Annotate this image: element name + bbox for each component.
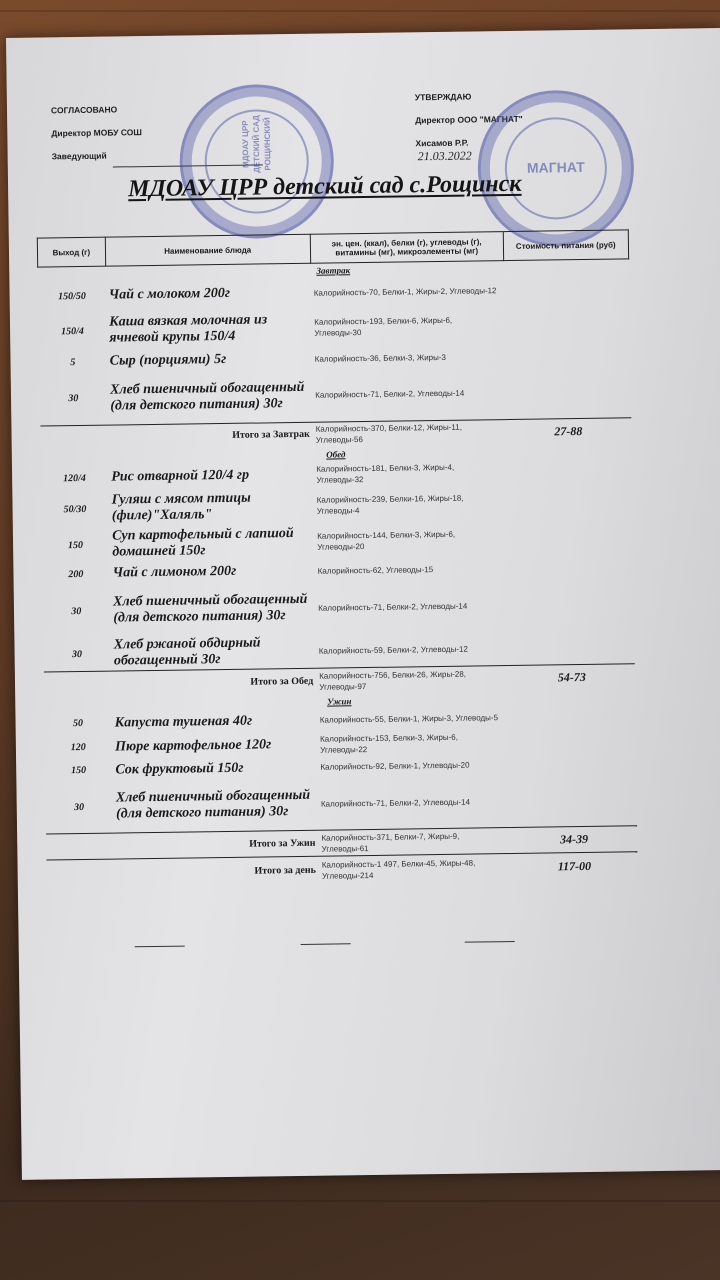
- dish-nutrition: Калорийность-92, Белки-1, Углеводы-20: [320, 760, 470, 772]
- approval-date: 21.03.2022: [417, 148, 472, 164]
- dish-output: 200: [68, 568, 84, 580]
- approved-head: Заведующий: [52, 142, 263, 168]
- dish-nutrition: Калорийность-36, Белки-3, Жиры-3: [314, 352, 447, 364]
- page-title: МДОАУ ЦРР детский сад с.Рощинск: [127, 170, 522, 203]
- dish-output: 120/4: [63, 472, 86, 484]
- dish-nutrition: Калорийность-59, Белки-2, Углеводы-12: [318, 644, 468, 656]
- confirm-signer: Хисамов Р.Р.: [415, 137, 469, 149]
- dish-name: Каша вязкая молочная из ячневой крупы 150/4: [109, 312, 268, 346]
- dish-name: Сок фруктовый 150г: [115, 760, 244, 778]
- dish-output: 50/30: [63, 503, 87, 515]
- dish-name: Капуста тушеная 40г: [114, 713, 253, 731]
- approved-director: Директор МОБУ СОШ: [51, 127, 142, 139]
- dish-nutrition: Калорийность-70, Белки-1, Жиры-2, Углеводы-12: [313, 285, 497, 298]
- total-cost: 34-39: [511, 826, 637, 854]
- total-nutrition: Калорийность-371, Белки-7, Жиры-9, Углеводы-61: [318, 828, 511, 857]
- dish-name: Гуляш с мясом птицы (филе)"Халяль": [111, 490, 251, 524]
- day-total-cost: 117-00: [512, 852, 638, 882]
- meal-name: Обед: [326, 449, 346, 460]
- total-label: Итого за Завтрак: [108, 422, 313, 451]
- dish-name: Пюре картофельное 120г: [114, 736, 272, 755]
- total-nutrition: Калорийность-756, Белки-26, Жиры-28, Углеводы-97: [316, 666, 509, 695]
- day-total-nutrition: Калорийность-1 497, Белки-45, Жиры-48, Углеводы-214: [319, 854, 512, 885]
- total-nutrition: Калорийность-370, Белки-12, Жиры-11, Углеводы-56: [313, 419, 506, 448]
- dish-name: Чай с молоком 200г: [108, 285, 231, 303]
- dish-name: Рис отварной 120/4 гр: [111, 467, 250, 485]
- wood-grain: [0, 1200, 720, 1202]
- meal-name: Завтрак: [316, 265, 351, 276]
- document-page: [6, 28, 720, 1180]
- dish-nutrition: Калорийность-62, Углеводы-15: [317, 564, 434, 576]
- dish-name: Хлеб пшеничный обогащенный (для детского питания) 30г: [115, 788, 311, 822]
- dish-name: Хлеб пшеничный обогащенный (для детского питания) 30г: [110, 379, 305, 414]
- dish-name: Хлеб ржаной обдирный обогащенный 30г: [113, 635, 261, 669]
- dish-nutrition: Калорийность-153, Белки-3, Жиры-6, Углеводы-22: [320, 732, 459, 755]
- menu-table: [37, 229, 638, 888]
- dish-nutrition: Калорийность-71, Белки-2, Углеводы-14: [315, 388, 465, 400]
- right-seal-text: МАГНАТ: [526, 158, 585, 176]
- dish-output: 30: [71, 605, 82, 617]
- left-seal-text: МДОАУ ЦРР ДЕТСКИЙ САД РОЩИНСКИЙ: [240, 115, 273, 173]
- header-output: Выход (г): [37, 237, 105, 267]
- wood-grain: [0, 10, 720, 12]
- signature-line: [301, 943, 351, 945]
- dish-nutrition: Калорийность-71, Белки-2, Углеводы-14: [320, 797, 471, 809]
- dish-output: 150: [67, 539, 84, 551]
- dish-output: 30: [71, 648, 83, 660]
- confirm-director: Директор ООО "МАГНАТ": [415, 113, 523, 126]
- dish-nutrition: Калорийность-71, Белки-2, Углеводы-14: [318, 601, 468, 613]
- total-cost: 27-88: [506, 417, 632, 445]
- header-cost: Стоимость питания (руб): [503, 230, 629, 261]
- table-row: [45, 774, 637, 834]
- dish-nutrition: Калорийность-193, Белки-6, Жиры-6, Углеводы-30: [314, 315, 453, 338]
- dish-name: Суп картофельный с лапшой домашней 150г: [112, 526, 294, 560]
- right-seal-stamp: [477, 89, 635, 247]
- total-cost: 54-73: [509, 664, 635, 692]
- signature-line: [465, 941, 515, 943]
- signature-line: [135, 946, 185, 948]
- dish-name: Сыр (порциями) 5г: [109, 351, 227, 369]
- dish-name: Чай с лимоном 200г: [112, 563, 237, 581]
- dish-output: 120: [70, 741, 86, 754]
- dish-nutrition: Калорийность-181, Белки-3, Жиры-4, Углеводы-32: [316, 462, 455, 485]
- dish-output: 5: [70, 356, 76, 368]
- dish-nutrition: Калорийность-239, Белки-16, Жиры-18, Углеводы-4: [316, 493, 464, 516]
- total-label: Итого за Ужин: [113, 830, 318, 859]
- dish-output: 150/4: [60, 325, 84, 337]
- confirm-heading: УТВЕРЖДАЮ: [414, 91, 472, 103]
- table-row: [39, 365, 631, 425]
- dish-nutrition: Калорийность-144, Белки-3, Жиры-6, Углеводы-20: [317, 529, 456, 552]
- dish-name: Хлеб пшеничный обогащенный (для детского питания) 30г: [112, 591, 308, 626]
- day-total-label: Итого за день: [114, 856, 319, 887]
- dish-output: 30: [74, 801, 85, 813]
- header-dish: Наименование блюда: [105, 234, 310, 266]
- left-seal-stamp: [179, 83, 335, 239]
- approved-heading: СОГЛАСОВАНО: [50, 104, 118, 116]
- table-row: [42, 577, 634, 637]
- dish-output: 30: [68, 393, 79, 405]
- dish-output: 50: [72, 717, 83, 730]
- meal-name: Ужин: [327, 695, 352, 707]
- dish-output: 150: [71, 764, 87, 777]
- dish-nutrition: Калорийность-55, Белки-1, Жиры-3, Углеводы-5: [319, 713, 499, 725]
- total-label: Итого за Обед: [111, 668, 316, 697]
- dish-output: 150/50: [57, 290, 86, 302]
- header-nutrition: эн. цен. (ккал), белки (г), углеводы (г), витамины (мг), микроэлементы (мг): [310, 232, 503, 264]
